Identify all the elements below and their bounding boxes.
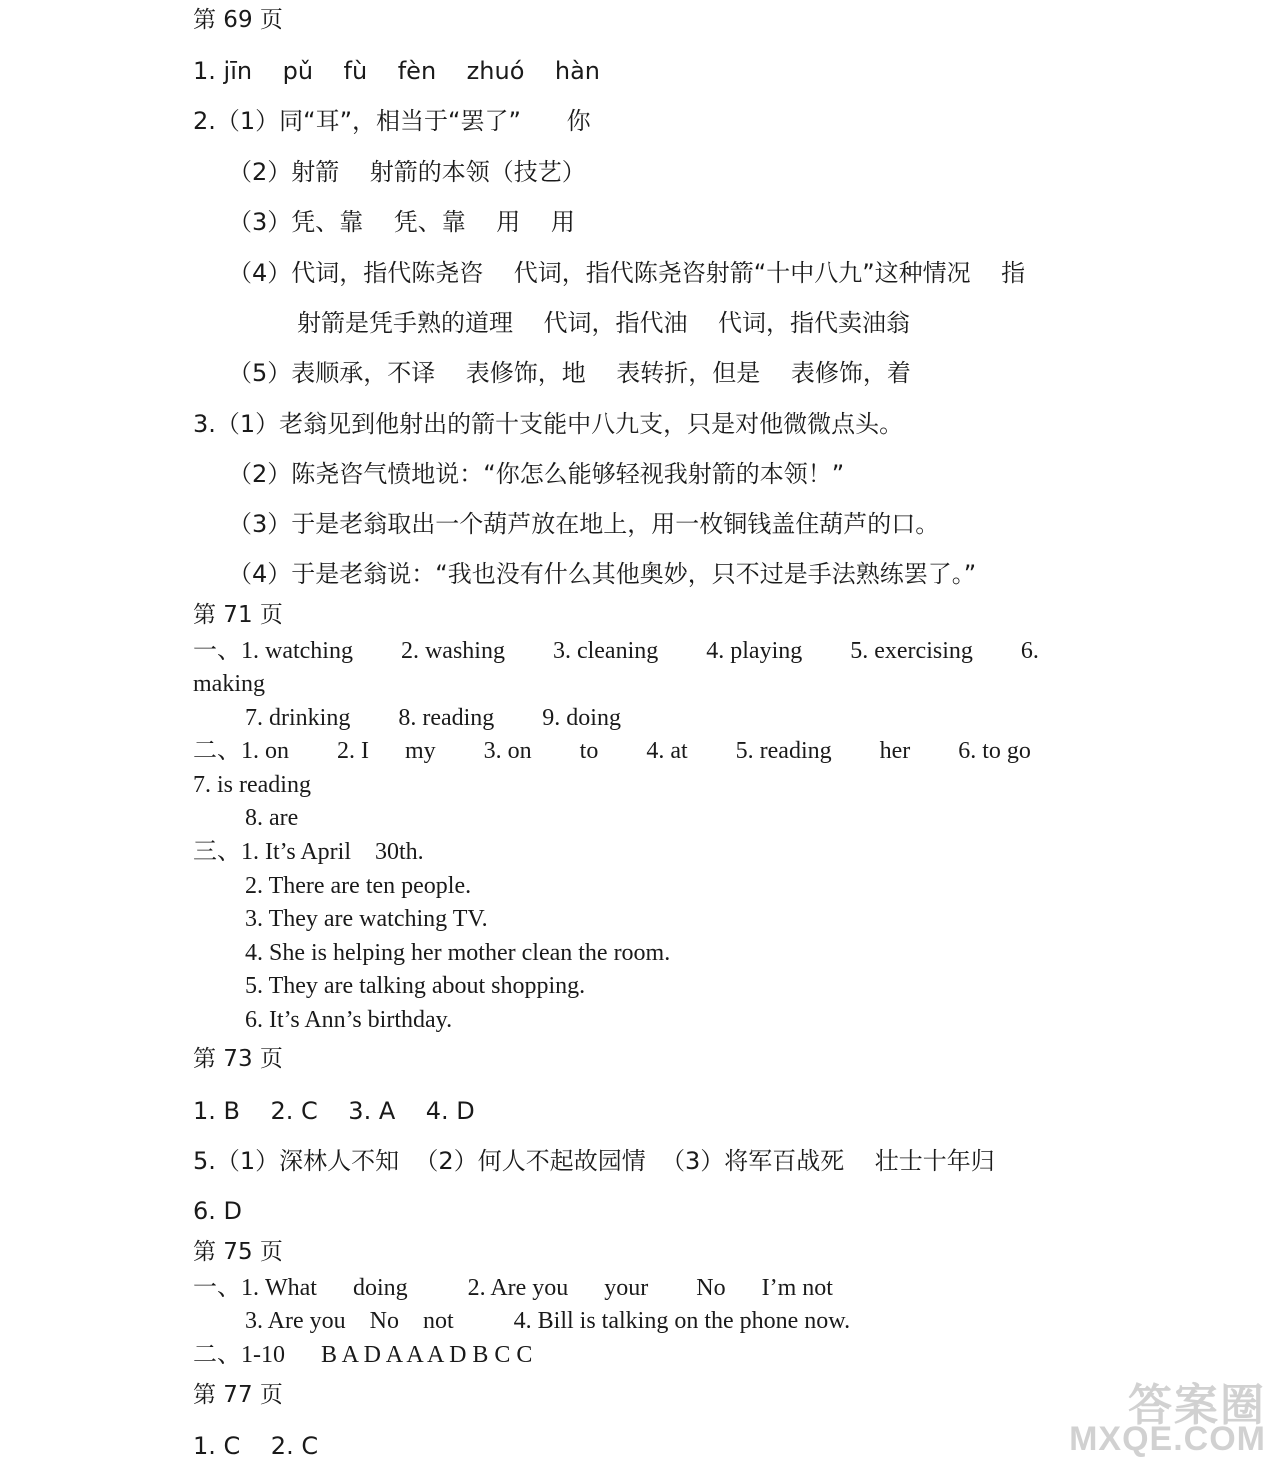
p69-q3-4: （4）于是老翁说：“我也没有什么其他奥妙，只不过是手法熟练罢了。”	[228, 560, 977, 588]
p71-s3-item-4: 4. She is helping her mother clean the room.	[245, 940, 671, 966]
watermark-bottom-text: MXQE.COM	[1069, 1420, 1266, 1458]
p71-s3-item-6: 6. It’s Ann’s birthday.	[245, 1007, 453, 1033]
p69-q3-3: （3）于是老翁取出一个葫芦放在地上，用一枚铜钱盖住葫芦的口。	[228, 510, 940, 538]
p69-q1-pinyin: 1. jīn pǔ fù fèn zhuó hàn	[193, 57, 601, 85]
p73-q1-4: 1. B 2. C 3. A 4. D	[193, 1097, 475, 1125]
p73-q6: 6. D	[193, 1197, 243, 1225]
p69-q2-3: （3）凭、靠 凭、靠 用 用	[228, 208, 575, 236]
p71-s3-item-2: 2. There are ten people.	[245, 873, 472, 899]
p71-s1-line-c: 7. drinking 8. reading 9. doing	[245, 705, 621, 731]
p69-q2-4b: 射箭是凭手熟的道理 代词，指代油 代词，指代卖油翁	[297, 309, 911, 337]
watermark-logo	[1006, 1369, 1266, 1459]
p69-q2-2: （2）射箭 射箭的本领（技艺）	[228, 158, 586, 186]
p75-s2: 二、1-10 B A D A A A D B C C	[193, 1342, 533, 1368]
p71-s3-item-5: 5. They are talking about shopping.	[245, 973, 586, 999]
page-77-header: 第 77 页	[193, 1382, 283, 1408]
p75-s1-line-b: 3. Are you No not 4. Bill is talking on the phone now.	[245, 1308, 851, 1334]
p69-q2-5: （5）表顺承，不译 表修饰，地 表转折，但是 表修饰，着	[228, 359, 911, 387]
p73-q5: 5.（1）深林人不知 （2）何人不起故园情 （3）将军百战死 壮士十年归	[193, 1147, 995, 1175]
p71-s2-line-c: 8. are	[245, 805, 299, 831]
p69-q2-1: 2.（1）同“耳”，相当于“罢了” 你	[193, 107, 591, 135]
p69-q2-4a: （4）代词，指代陈尧咨 代词，指代陈尧咨射箭“十中八九”这种情况 指	[228, 259, 1026, 287]
p71-s3-item-3: 3. They are watching TV.	[245, 906, 488, 932]
p71-s1-line-a: 一、1. watching 2. washing 3. cleaning 4. playing 5. exercising 6.	[193, 638, 1039, 664]
page-75-header: 第 75 页	[193, 1239, 283, 1265]
page-69-header: 第 69 页	[193, 7, 283, 33]
p71-s2-line-b: 7. is reading	[193, 772, 311, 798]
p69-q3-2: （2）陈尧咨气愤地说：“你怎么能够轻视我射箭的本领！”	[228, 460, 845, 488]
page-71-header: 第 71 页	[193, 602, 283, 628]
page-73-header: 第 73 页	[193, 1046, 283, 1072]
p75-s1-line-a: 一、1. What doing 2. Are you your No I’m not	[193, 1275, 833, 1301]
p71-s2-line-a: 二、1. on 2. I my 3. on to 4. at 5. reading her 6. to go	[193, 738, 1031, 764]
p69-q3-1: 3.（1）老翁见到他射出的箭十支能中八九支，只是对他微微点头。	[193, 410, 904, 438]
p77-q1-2: 1. C 2. C	[193, 1432, 319, 1460]
watermark-top-text: 答案圈	[1128, 1380, 1266, 1431]
p71-s3-item-1: 三、1. It’s April 30th.	[193, 839, 424, 865]
p71-s1-line-b: making	[193, 671, 265, 697]
